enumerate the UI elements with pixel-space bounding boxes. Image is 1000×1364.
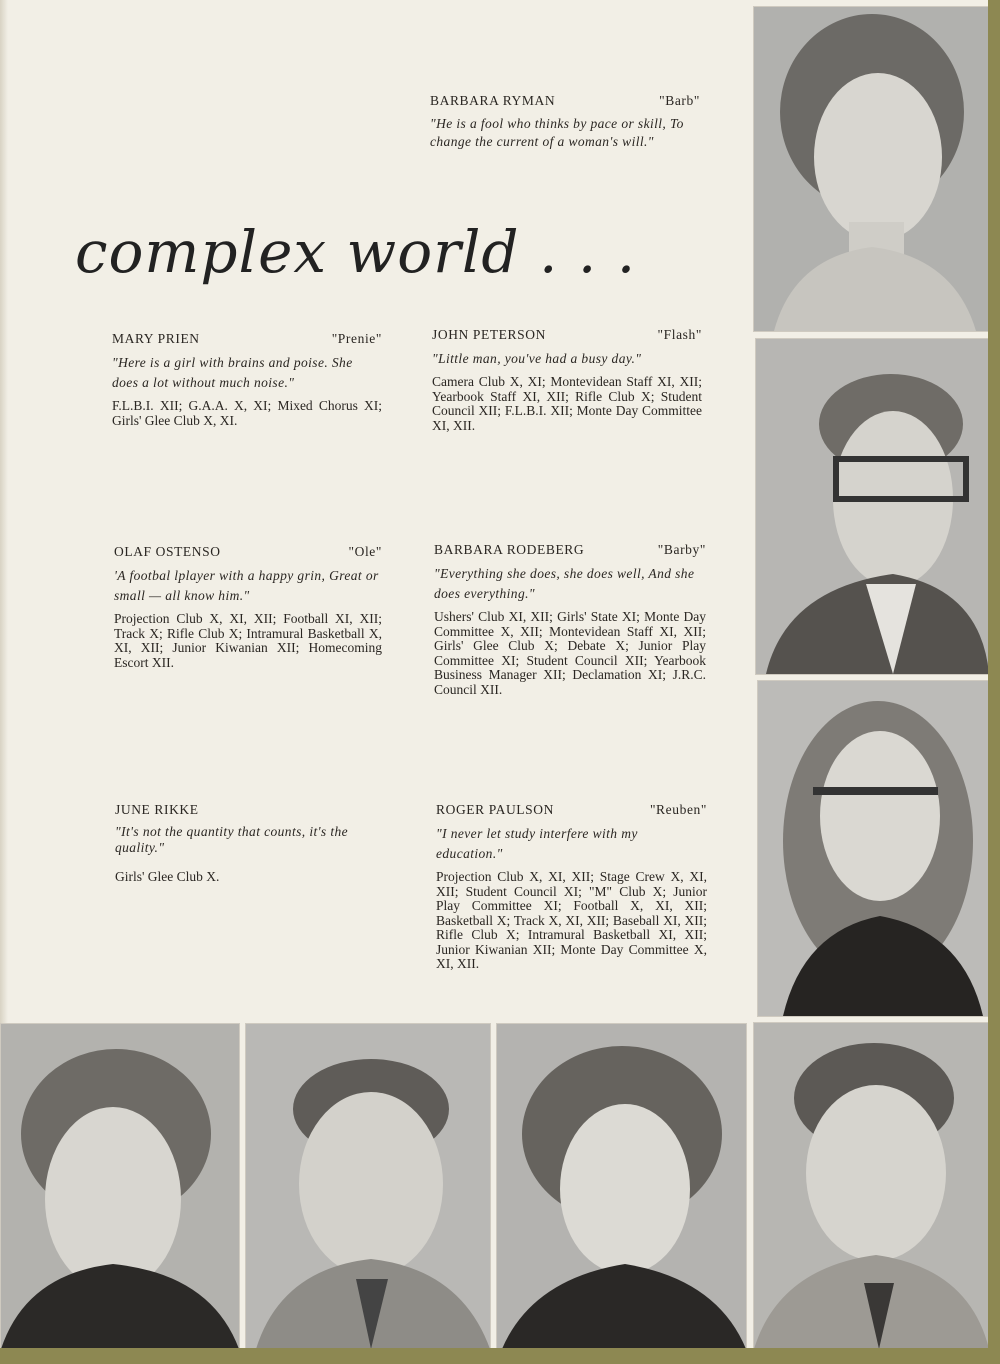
headline-text: complex world . . . . (75, 218, 635, 286)
entry-olaf-ostenso (114, 544, 382, 670)
entry-roger-paulson (436, 802, 707, 972)
portrait-illustration (246, 1024, 490, 1349)
portrait-photo-bottom-4 (753, 1022, 990, 1350)
entry-mary-prien (112, 331, 382, 428)
portrait-photo-right-2 (755, 338, 990, 675)
entry-june-rikke (115, 802, 385, 885)
student-nickname: "Barby" (657, 542, 706, 557)
student-name: JOHN PETERSON (432, 327, 546, 342)
portrait-photo-right-3 (757, 680, 990, 1017)
entry-header (432, 327, 702, 342)
student-quote: "It's not the quantity that counts, it's the quality." (115, 824, 349, 855)
student-nickname: "Barb" (659, 93, 700, 108)
entry-header (434, 542, 706, 557)
entry-header (436, 802, 707, 817)
portrait-illustration (754, 1023, 989, 1349)
headline (75, 208, 635, 298)
student-quote: "Everything she does, she does well, And she does everything." (434, 566, 695, 601)
student-name: BARBARA RODEBERG (434, 542, 585, 557)
student-activities: Camera Club X, XI; Montevidean Staff XI, XII; Yearbook Staff XI, XII; Rifle Club X; Student Council XII; F.L.B.I. XII; Monte Day Committee XI, XII. (432, 374, 702, 433)
entry-header (114, 544, 382, 559)
headline-script (75, 208, 635, 298)
portrait-illustration (497, 1024, 746, 1349)
student-name: ROGER PAULSON (436, 802, 554, 817)
portrait-photo-bottom-1 (0, 1023, 240, 1350)
student-name: MARY PRIEN (112, 331, 200, 346)
student-quote: "Here is a girl with brains and poise. She does a lot without much noise." (112, 355, 353, 390)
portrait-illustration (754, 7, 989, 331)
portrait-photo-bottom-2 (245, 1023, 491, 1350)
entry-barbara-rodeberg (434, 542, 706, 697)
student-activities: Girls' Glee Club X. (115, 869, 220, 884)
entry-header (430, 93, 700, 108)
student-nickname: "Flash" (657, 327, 702, 342)
binding-edge-right (988, 0, 1000, 1364)
portrait-photo-right-1 (753, 6, 990, 332)
entry-barbara-ryman (430, 93, 700, 157)
student-activities: F.L.B.I. XII; G.A.A. X, XI; Mixed Chorus XI; Girls' Glee Club X, XI. (112, 398, 382, 428)
student-quote: "He is a fool who thinks by pace or skill, To change the current of a woman's will." (430, 116, 684, 149)
student-activities: Ushers' Club XI, XII; Girls' State XI; Monte Day Committee X, XII; Montevidean Staff XI, XII; Girls' Glee Club X; Debate X; Junior Play Committee XI; Student Council XII; Yearbook Business Manager XII; Declamation XI; J.R.C. Council XII. (434, 609, 706, 697)
student-activities: Projection Club X, XI, XII; Stage Crew X, XI, XII; Student Council XI; "M" Club X; Junior Play Committee XI; Football X, XI, XII; Basketball X; Track X, XI, XII; Baseball XI, XII; Rifle Club X; Intramural Basketball XI, XII; Junior Kiwanian XII; Monte Day Committee X, XI, XII. (436, 869, 707, 971)
student-nickname: "Prenie" (331, 331, 382, 346)
portrait-illustration (758, 681, 989, 1016)
student-nickname: "Reuben" (649, 802, 707, 817)
student-nickname: "Ole" (348, 544, 382, 559)
student-name: JUNE RIKKE (115, 802, 199, 817)
student-activities: Projection Club X, XI, XII; Football XI, XII; Track X; Rifle Club X; Intramural Basketball X, XI, XII; Junior Kiwanian XII; Homecoming Escort XII. (114, 611, 382, 670)
entry-header (112, 331, 382, 346)
portrait-illustration (756, 339, 989, 674)
binding-edge-bottom (0, 1348, 1000, 1364)
portrait-illustration (1, 1024, 239, 1349)
entry-john-peterson (432, 327, 702, 433)
student-name: BARBARA RYMAN (430, 93, 556, 108)
student-quote: "Little man, you've had a busy day." (432, 351, 642, 366)
student-quote: "I never let study interfere with my education." (436, 826, 638, 861)
portrait-photo-bottom-3 (496, 1023, 747, 1350)
entry-header (115, 802, 385, 817)
student-quote: 'A footbal lplayer with a happy grin, Great or small — all know him." (114, 568, 379, 603)
student-name: OLAF OSTENSO (114, 544, 221, 559)
